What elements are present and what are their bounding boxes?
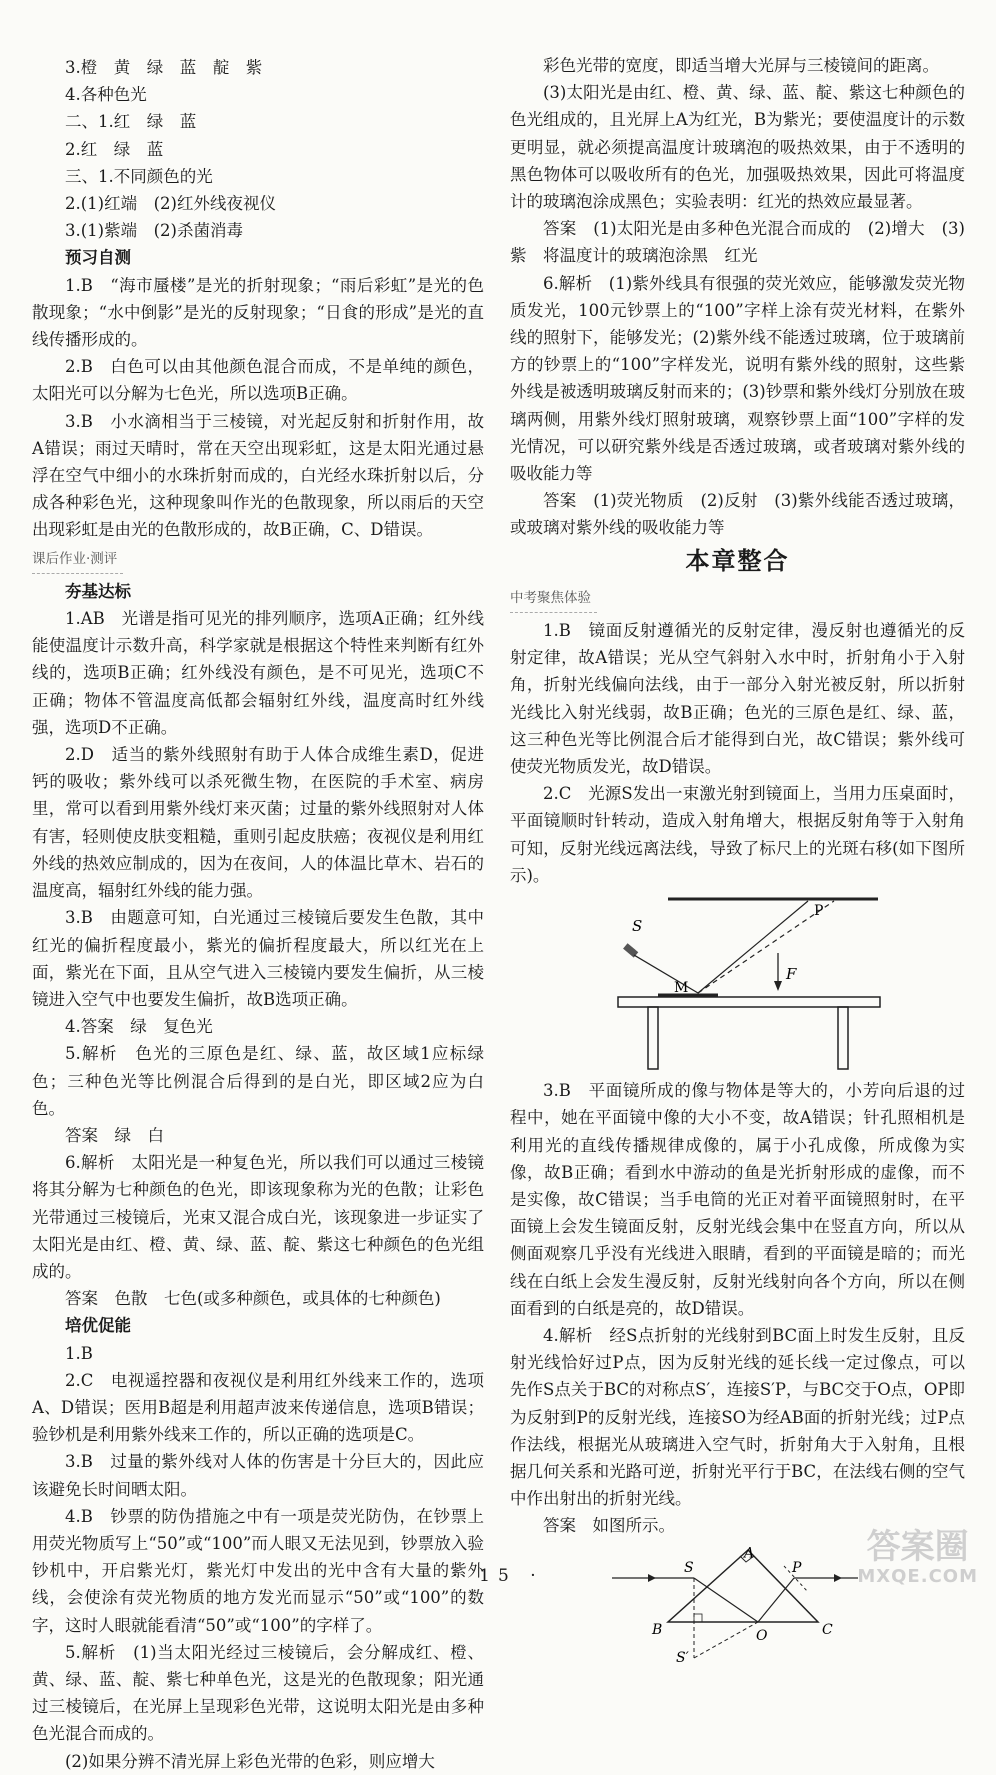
watermark-sub: MXQE.COM: [857, 1566, 978, 1587]
paragraph: 5.解析 (1)当太阳光经过三棱镜后，会分解成红、橙、黄、绿、蓝、靛、紫七种单色光，这是光的色散现象；阳光通过三棱镜后，在光屏上呈现彩色光带，这说明太阳光是由多种色光混合而成的。: [32, 1642, 484, 1744]
paragraph: 答案 色散 七色(或多种颜色，或具体的七种颜色): [65, 1289, 441, 1309]
section-tag-exam: 中考聚焦体验: [510, 585, 597, 613]
label-b: B: [651, 1621, 662, 1638]
paragraph: 2.C 电视遥控器和夜视仪是利用红外线来工作的，选项A、D错误；医用B超是利用超声波来传递信息，选项B错误；验钞机是利用紫外线来工作的，所以正确的选项是C。: [32, 1370, 484, 1445]
advanced-heading: 培优促能: [65, 1316, 131, 1336]
answer-line: 4.各种色光: [65, 85, 147, 105]
paragraph: 3.B 小水滴相当于三棱镜，对光起反射和折射作用，故A错误；雨过天晴时，常在天空出现彩虹，这是太阳光通过悬浮在空气中细小的水珠折射而成的，白光经水珠折射以后，分成各种彩色光，这种现象叫作光的色散现象，所以雨后的天空出现彩虹是由光的色散形成的，故B正确，C、D错误。: [32, 411, 484, 540]
answer-line: 二、1.红 绿 蓝: [65, 112, 197, 132]
answer-key-lines: [32, 54, 484, 244]
watermark-main: 答案圈: [866, 1527, 969, 1567]
answer-line: 三、1.不同颜色的光: [65, 166, 213, 186]
section-tag-homework: 课后作业·测评: [32, 546, 123, 574]
paragraph: 4.答案 绿 复色光: [65, 1017, 213, 1037]
mirror-table-diagram: [588, 893, 888, 1073]
paragraph: 彩色光带的宽度，即适当增大光屏与三棱镜间的距离。: [543, 56, 939, 75]
label-p: P: [813, 903, 823, 920]
answer-line: 3.橙 黄 绿 蓝 靛 紫: [65, 58, 263, 77]
advanced-answers: [32, 1340, 484, 1775]
paragraph: 2.D 适当的紫外线照射有助于人体合成维生素D，促进钙的吸收；紫外线可以杀死微生物，在医院的手术室、病房里，常可以看到用紫外线灯来灭菌；过量的紫外线照射对人体有害，轻则使皮肤变粗糙，重则引起皮肤癌；夜视仪是利用红外线的热效应制成的，因为在夜间，人的体温比草木、岩石的温度高，辐射红外线的能力强。: [32, 745, 484, 901]
answer-line: 2.(1)红端 (2)红外线夜视仪: [65, 194, 276, 214]
preview-heading: 预习自测: [65, 248, 131, 268]
paragraph: 答案 (1)荧光物质 (2)反射 (3)紫外线能否透过玻璃，或玻璃对紫外线的吸收能力等: [510, 491, 965, 538]
page-number: · 15 ·: [452, 1566, 544, 1586]
exam-answers: [510, 617, 965, 889]
label-s: S: [631, 917, 642, 936]
answer-line: 2.红 绿 蓝: [65, 139, 164, 159]
paragraph: 6.解析 太阳光是一种复色光，所以我们可以通过三棱镜将其分解为七种颜色的色光，即该现象称为光的色散；让彩色光带通过三棱镜后，光束又混合成白光，该现象进一步证实了太阳光是由红、橙、黄、绿、蓝、靛、紫这七种颜色的色光组成的。: [32, 1153, 484, 1281]
paragraph: 3.B 由题意可知，白光通过三棱镜后要发生色散，其中红光的偏折程度最小，紫光的偏折程度最大，所以红光在上面，紫光在下面，且从空气进入三棱镜内要发生偏折，从三棱镜进入空气中也要发生偏折，故B选项正确。: [32, 908, 484, 1009]
paragraph: 答案 (1)太阳光是由多种色光混合而成的 (2)增大 (3)紫 将温度计的玻璃泡涂黑 红光: [510, 219, 965, 266]
paragraph: 4.解析 经S点折射的光线射到BC面上时发生反射，且反射光线恰好过P点，因为反射光线的延长线一定过像点，可以先作S点关于BC的对称点S′，连接S′P，与BC交于O点，OP即为反射到P的反射光线，连接SO为经AB面的折射光线；过P点作法线，根据光从玻璃进入空气时，折射角大于入射角，且根据几何关系和光路可逆，折射光平行于BC，在法线右侧的空气中作出射出的折射光线。: [510, 1325, 965, 1509]
paragraph: 1.AB 光谱是指可见光的排列顺序，选项A正确；红外线能使温度计示数升高，科学家就是根据这个特性来判断有红外线的，选项B正确；红外线没有颜色，是不可见光，选项C不正确；物体不管温度高低都会辐射红外线，温度高时红外线强，选项D不正确。: [32, 609, 484, 737]
label-s-image: S′: [675, 1649, 689, 1664]
paragraph: 6.解析 (1)紫外线具有很强的荧光效应，能够激发荧光物质发光，100元钞票上的“100”字样上涂有荧光材料，在紫外线的照射下，能够发光；(2)紫外线不能透过玻璃，位于玻璃前方的钞票上的“100”字样发光，说明有紫外线的照射，这些紫外线是被透明玻璃反射而来的；(3)钞票和紫外线灯分别放在玻璃两侧，用紫外线灯照射玻璃，观察钞票上面“100”字样的发光情况，可以研究紫外线是否透过玻璃，或者玻璃对紫外线的吸收能力等: [510, 273, 965, 484]
chapter-title: 本章整合: [685, 546, 790, 575]
basic-heading: 夯基达标: [65, 581, 131, 601]
paragraph: (2)如果分辨不清光屏上彩色光带的色彩，则应增大: [65, 1751, 435, 1771]
paragraph: 2.C 光源S发出一束激光射到镜面上，当用力压桌面时，平面镜顺时针转动，造成入射角增大，根据反射角等于入射角可知，反射光线远离法线，导致了标尺上的光斑右移(如下图所示)。: [510, 784, 965, 885]
paragraph: 答案 绿 白: [65, 1125, 164, 1145]
right-column: [510, 52, 965, 1668]
label-a: A: [743, 1545, 754, 1562]
watermark-logo: [857, 1527, 978, 1592]
prism-diagram: [608, 1544, 868, 1664]
paragraph: 1.B “海市蜃楼”是光的折射现象；“雨后彩虹”是光的色散现象；“水中倒影”是光的反射现象；“日食的形成”是光的直线传播形成的。: [32, 275, 484, 350]
paragraph: 2.B 白色可以由其他颜色混合而成，不是单纯的颜色，太阳光可以分解为七色光，所以选项B正确。: [32, 357, 484, 404]
preview-answers: [32, 272, 484, 544]
label-m: M: [673, 980, 688, 997]
paragraph: 答案 如图所示。: [543, 1516, 675, 1536]
exam-answers-continued: [510, 1077, 965, 1539]
paragraph: (3)太阳光是由红、橙、黄、绿、蓝、靛、紫这七种颜色的色光组成的，且光屏上A为红光，B为紫光；要使温度计的示数更明显，就必须提高温度计玻璃泡的吸热效果，由于不透明的黑色物体可以吸收所有的色光，加强吸热效果，因此可将温度计的玻璃泡涂成黑色；实验表明：红光的热效应最显著。: [510, 83, 965, 212]
label-s-point: S: [683, 1559, 694, 1576]
paragraph: 1.B: [65, 1343, 93, 1363]
label-c: C: [821, 1621, 833, 1638]
paragraph: 5.解析 色光的三原色是红、绿、蓝，故区域1应标绿色；三种色光等比例混合后得到的是白光，即区域2应为白色。: [32, 1044, 484, 1118]
basic-answers: [32, 605, 484, 1312]
continued-answers: [510, 52, 965, 542]
label-o: O: [755, 1627, 767, 1644]
paragraph: 4.B 钞票的防伪措施之中有一项是荧光防伪，在钞票上用荧光物质写上“50”或“100”而人眼又无法见到，钞票放入验钞机中，开启紫光灯，紫光灯中发出的光中含有大量的紫外线，会使涂有荧光物质的地方发光而显示“50”或“100”的数字，这时人眼就能看清“50”或“100”的字样了。: [32, 1506, 484, 1635]
label-f: F: [785, 965, 796, 984]
label-p-point: P: [791, 1559, 801, 1576]
paragraph: 3.B 过量的紫外线对人体的伤害是十分巨大的，因此应该避免长时间晒太阳。: [32, 1452, 484, 1499]
paragraph: 1.B 镜面反射遵循光的反射定律，漫反射也遵循光的反射定律，故A错误；光从空气斜射入水中时，折射角小于入射角，折射光线偏向法线，由于一部分入射光被反射，所以折射光线比入射光线弱，故B正确；色光的三原色是红、绿、蓝，这三种色光等比例混合后才能得到白光，故C错误；紫外线可使荧光物质发光，故D错误。: [510, 621, 965, 777]
paragraph: 3.B 平面镜所成的像与物体是等大的，小芳向后退的过程中，她在平面镜中像的大小不变，故A错误；针孔照相机是利用光的直线传播规律成像的，属于小孔成像，所成像为实像，故B正确；看到水中游动的鱼是光折射形成的虚像，而不是实像，故C错误；当手电筒的光正对着平面镜照射时，在平面镜上会发生镜面反射，反射光线会集中在竖直方向，所以从侧面观察几乎没有光线进入眼睛，看到的平面镜是暗的；而光线在白纸上会发生漫反射，反射光线射向各个方向，所以在侧面看到的白纸是亮的，故D错误。: [510, 1081, 965, 1318]
left-column: [32, 54, 484, 1775]
answer-line: 3.(1)紫端 (2)杀菌消毒: [65, 221, 243, 241]
